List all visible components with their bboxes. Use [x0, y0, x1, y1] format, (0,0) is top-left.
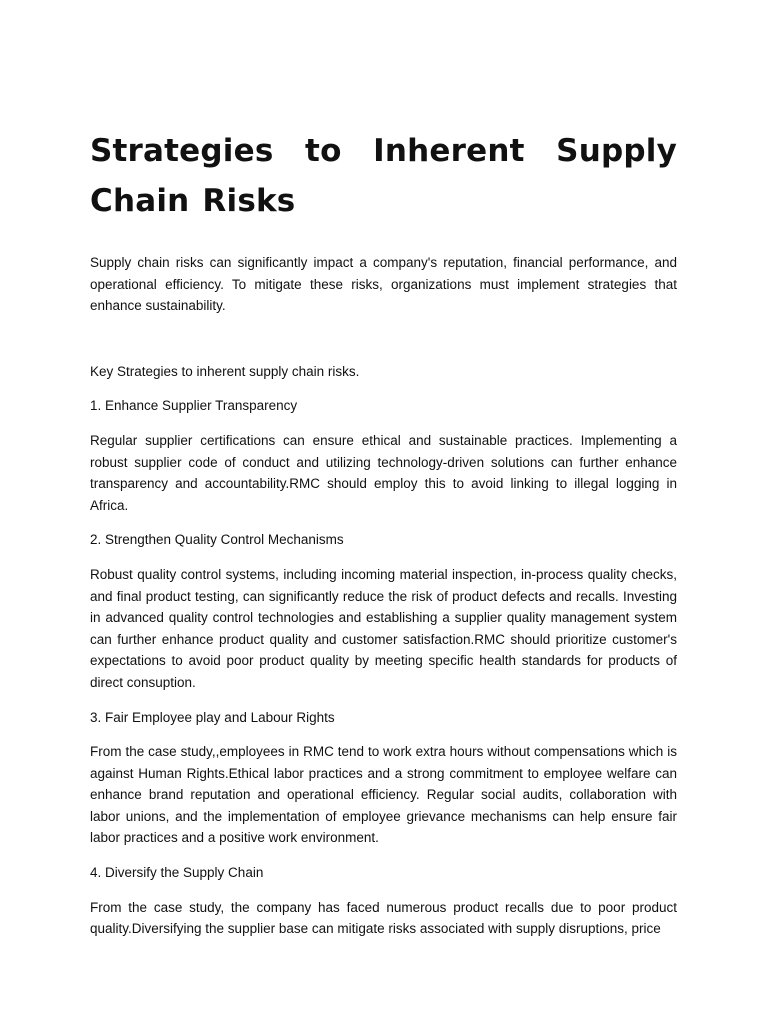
- document-title: Strategies to Inherent Supply Chain Risks: [90, 133, 677, 219]
- key-strategies-heading: Key Strategies to inherent supply chain risks.: [90, 363, 360, 379]
- section-2-heading: 2. Strengthen Quality Control Mechanisms: [90, 532, 344, 548]
- section-4-body: From the case study, the company has faced numerous product recalls due to poor product quality.Diversifying the supplier base can mitigate risks associated with supply disruptions, price: [90, 899, 677, 937]
- document-page: [90, 126, 677, 940]
- section-1-heading: 1. Enhance Supplier Transparency: [90, 398, 298, 414]
- section-4-heading: 4. Diversify the Supply Chain: [90, 865, 264, 881]
- section-2-body: Robust quality control systems, including incoming material inspection, in-process quality checks, and final product testing, can significantly reduce the risk of product defects and recalls. Investing in advanced quality control technologies and establishing a supplier quality management system can further enhance product quality and customer satisfaction.RMC should prioritize customer's expectations to avoid poor product quality by meeting specific health standards for products of direct consuption.: [90, 566, 677, 690]
- section-3-heading: 3. Fair Employee play and Labour Rights: [90, 709, 335, 725]
- section-3-body: From the case study,,employees in RMC tend to work extra hours without compensations which is against Human Rights.Ethical labor practices and a strong commitment to employee welfare can enhance brand reputation and operational efficiency. Regular social audits, collaboration with labor unions, and the implementation of employee grievance mechanisms can help ensure fair labor practices and a positive work environment.: [90, 744, 677, 846]
- section-1-body: Regular supplier certifications can ensure ethical and sustainable practices. Implementing a robust supplier code of conduct and utilizing technology-driven solutions can further enhance transparency and accountability.RMC should employ this to avoid linking to illegal logging in Africa.: [90, 432, 677, 513]
- intro-paragraph: Supply chain risks can significantly impact a company's reputation, financial performance, and operational efficiency. To mitigate these risks, organizations must implement strategies that enhance sustainability.: [90, 255, 677, 314]
